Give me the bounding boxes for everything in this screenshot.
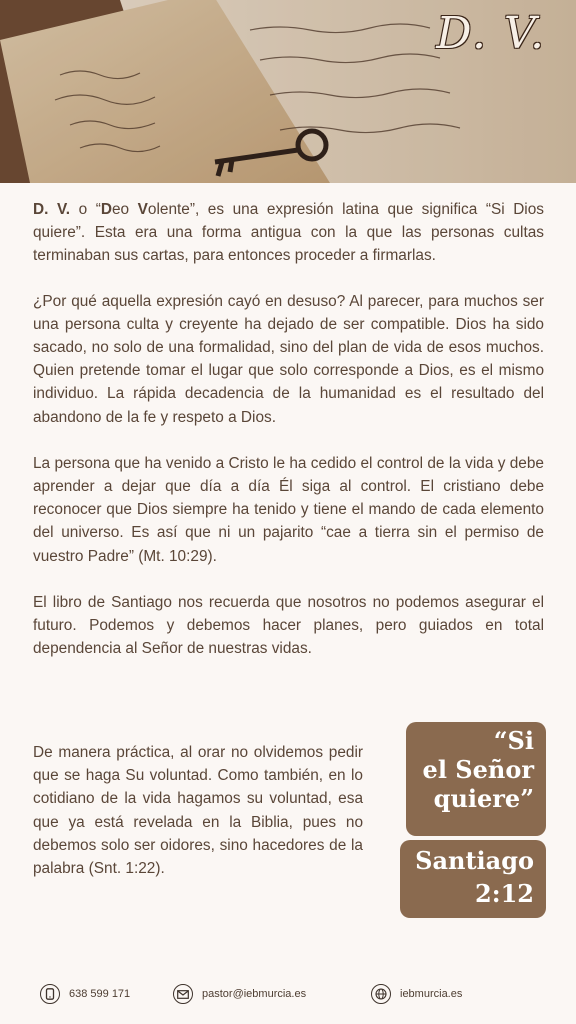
quote-line: el Señor <box>422 755 534 784</box>
quote-line: quiere” <box>433 784 534 813</box>
reference-book: Santiago <box>415 846 534 875</box>
mail-icon <box>173 984 193 1004</box>
quote-box <box>406 722 546 836</box>
scripture-reference <box>400 840 546 918</box>
email-address: pastor@iebmurcia.es <box>202 988 307 1000</box>
phone-contact[interactable] <box>40 984 130 1004</box>
phone-icon <box>40 984 60 1004</box>
dv-monogram: D. V. <box>436 8 546 59</box>
quote-line: “Si <box>493 726 534 755</box>
web-contact[interactable] <box>371 984 462 1004</box>
body-paragraph: ¿Por qué aquella expresión cayó en desuso? Al parecer, para muchos ser una persona culta y creyente ha dejado de ser compatible. Dios ha sido sacado, no solo de una formalidad, sino del plan de vida de esos muchos. Quien pretende tomar el lugar que solo corresponde a Dios, es el mismo individuo. La rápida decadencia de la humanidad es el resultado del abandono de la fe y respeto a Dios. <box>33 292 544 426</box>
closing-paragraph: De manera práctica, al orar no olvidemos pedir que se haga Su voluntad. Como también, en lo cotidiano de la vida hagamos su voluntad, esa que ya está revelada en la Biblia, pues no debemos solo ser oidores, sino hacedores de la palabra (Snt. 1:22). <box>33 744 363 878</box>
intro-paragraph <box>33 198 544 268</box>
intro-text: eo <box>111 201 138 218</box>
intro-text: o “ <box>70 201 101 218</box>
reference-verse: 2:12 <box>475 879 534 908</box>
intro-initial-v: V <box>137 201 148 218</box>
main-text <box>33 198 544 683</box>
globe-icon <box>371 984 391 1004</box>
email-contact[interactable] <box>173 984 306 1004</box>
header-image <box>0 0 576 183</box>
body-paragraph: La persona que ha venido a Cristo le ha cedido el control de la vida y debe aprender a dejar que día a día Él siga al control. El cristiano debe reconocer que Dios siempre ha tenido y tiene el mando de cada elemento del universo. Es así que ni un pajarito “cae a tierra sin el permiso de vuestro Padre” (Mt. 10:29). <box>33 454 544 565</box>
dv-abbr: D. V. <box>33 201 71 218</box>
website-url: iebmurcia.es <box>400 988 463 1000</box>
contact-footer <box>0 980 576 1010</box>
phone-number: 638 599 171 <box>69 988 131 1000</box>
body-paragraph: El libro de Santiago nos recuerda que nosotros no podemos asegurar el futuro. Podemos y debemos hacer planes, pero guiados en total dependencia al Señor de nuestras vidas. <box>33 593 544 658</box>
intro-initial-d: D <box>100 201 112 218</box>
intro-text: olente”, es una expresión latina que significa “Si Dios quiere”. Esta era una forma antigua con la que las personas cultas terminaban sus cartas, para entonces proceder a firmarlas. <box>33 201 544 265</box>
